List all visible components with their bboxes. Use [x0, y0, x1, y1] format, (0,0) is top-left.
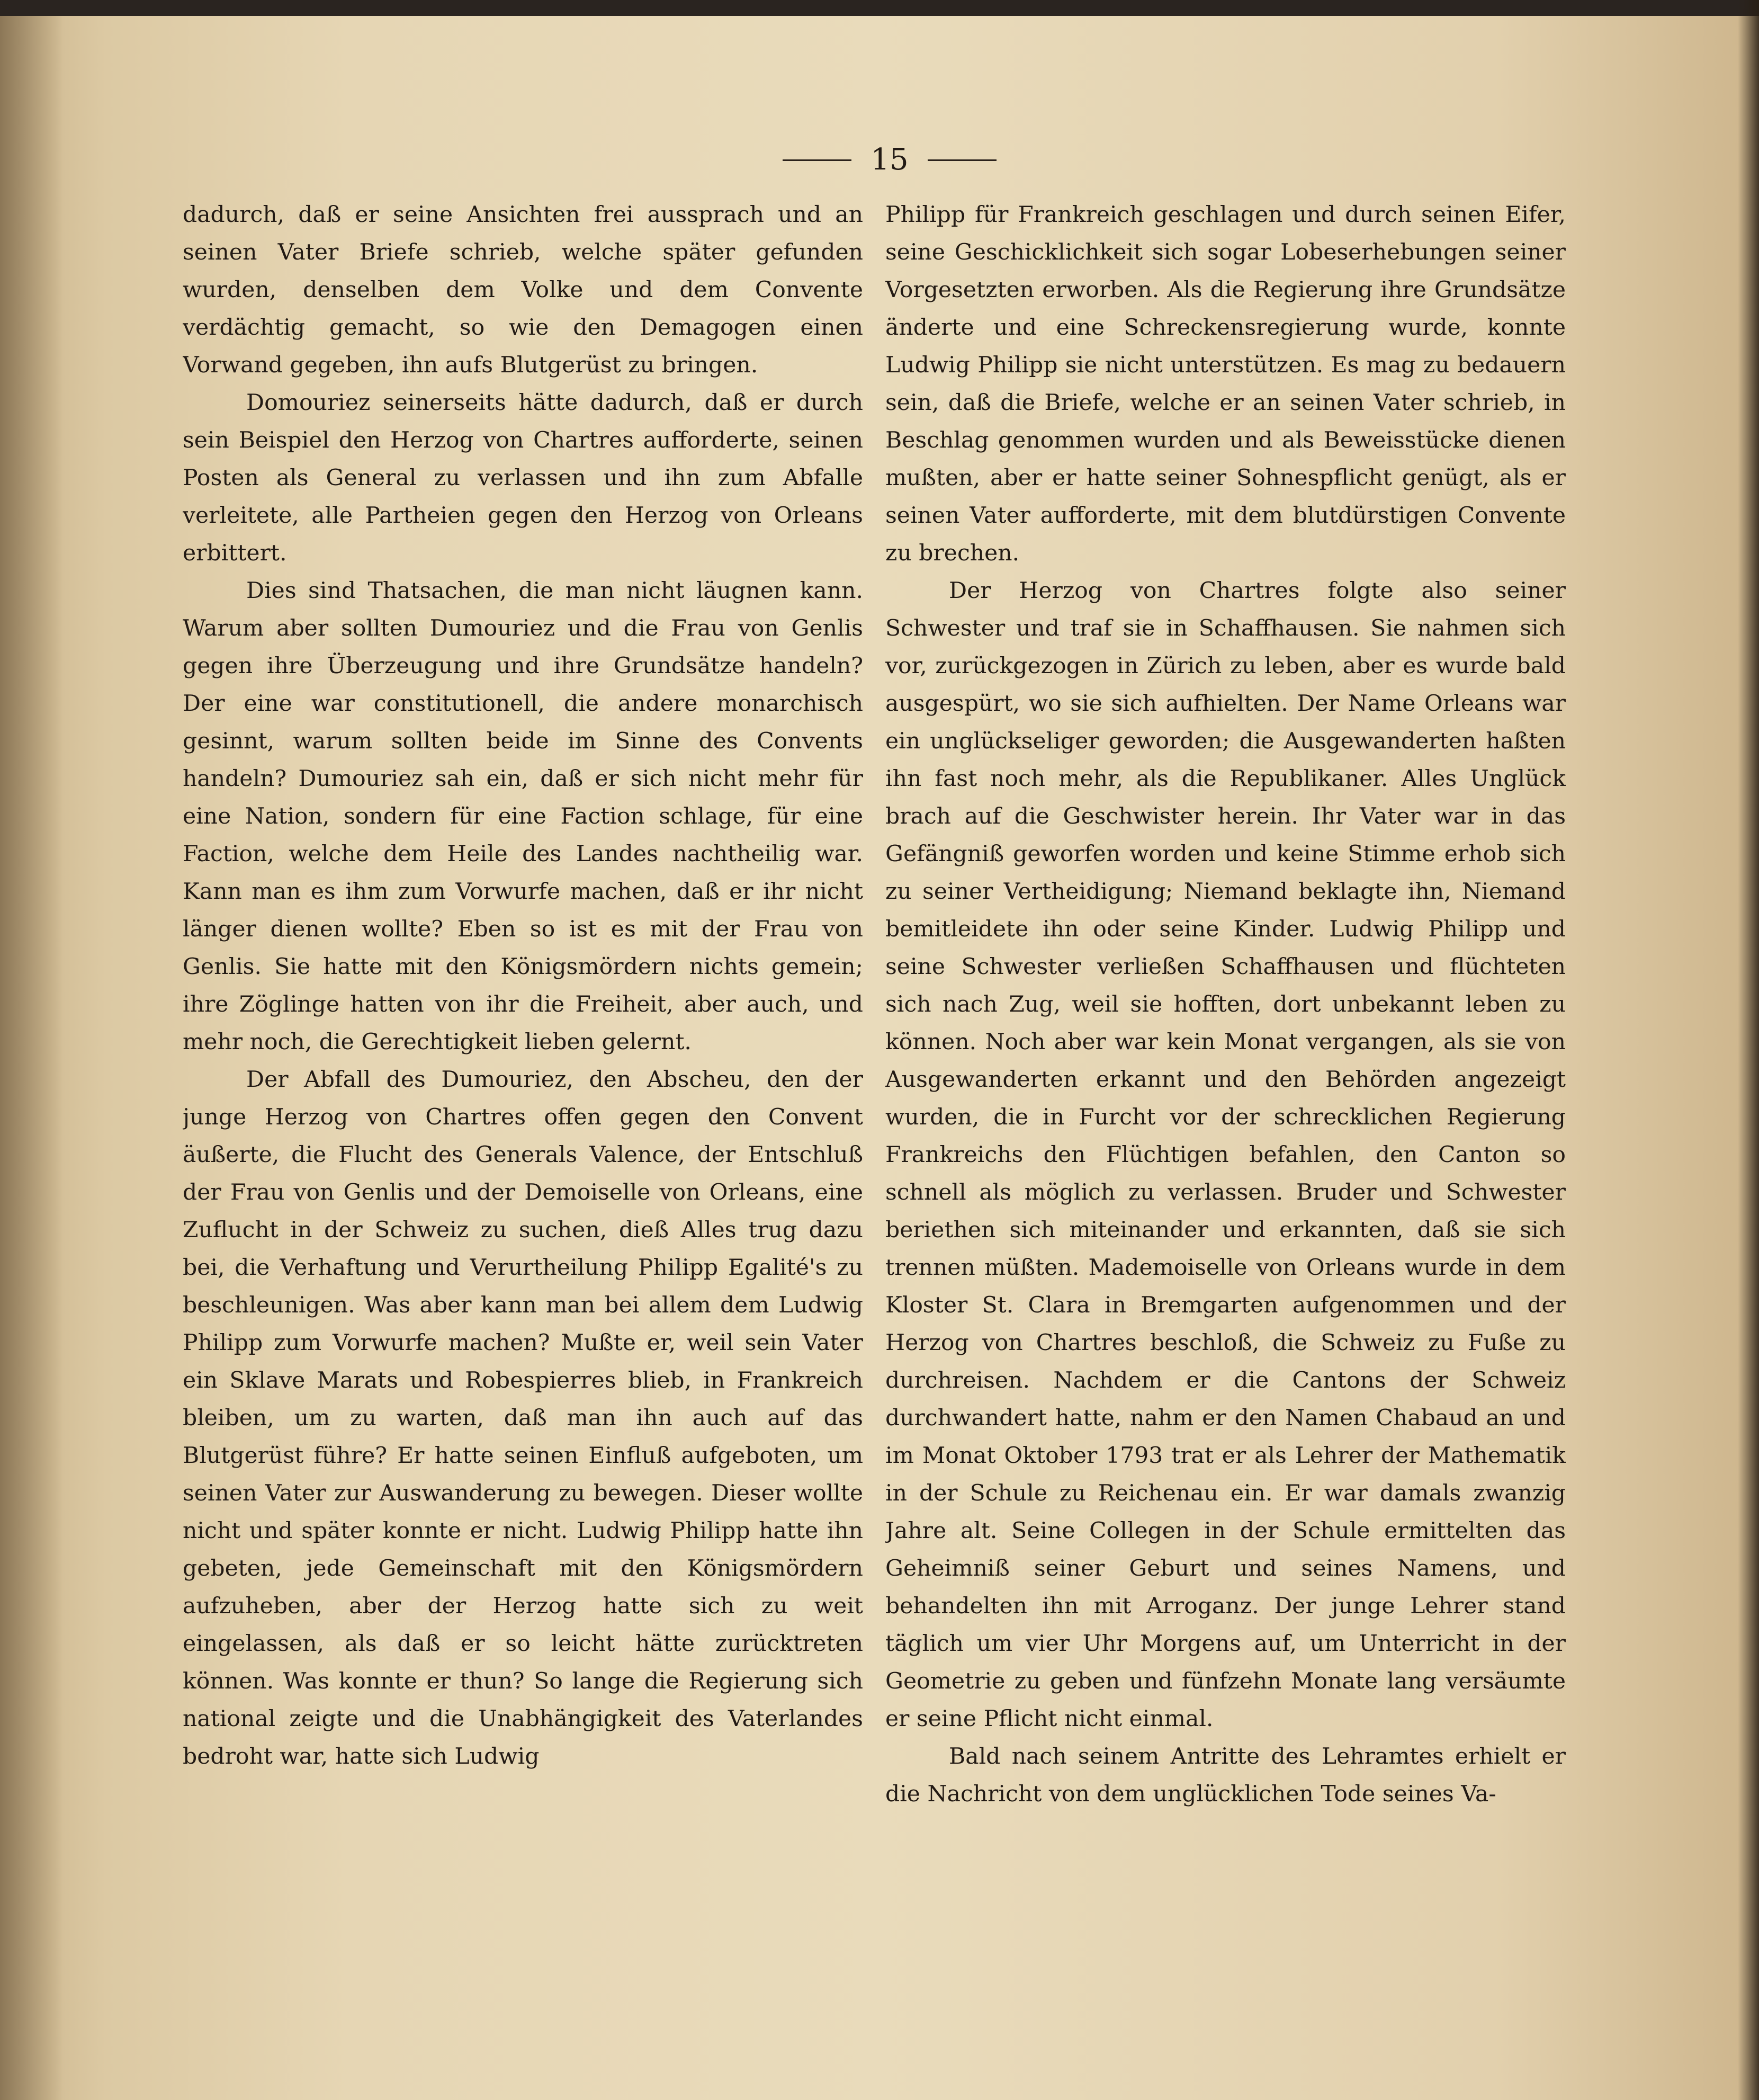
paragraph: Der Abfall des Dumouriez, den Abscheu, den der junge Herzog von Chartres offen gegen den Convent äußerte, die Flucht des Generals Valence, der Entschluß der Frau von Genlis und der Demoiselle von Orleans, eine Zuflucht in der Schweiz zu suchen, dieß Alles trug dazu bei, die Verhaftung und Verurtheilung Philipp Egalité's zu beschleunigen. Was aber kann man bei allem dem Ludwig Philipp zum Vorwurfe machen? Mußte er, weil sein Vater ein Sklave Marats und Robespierres blieb, in Frankreich bleiben, um zu warten, daß man ihn auch auf das Blutgerüst führe? Er hatte seinen Einfluß aufgeboten, um seinen Vater zur Auswanderung zu bewegen. Dieser wollte nicht und später konnte er nicht. Ludwig Philipp hatte ihn gebeten, jede Gemeinschaft mit den Königsmördern aufzuheben, aber der Herzog hatte sich zu weit eingelassen, als daß er so leicht hätte zurücktreten können. Was konnte er thun? So lange die Regierung sich national zeigte und die Unabhängigkeit des Vaterlandes bedroht war, hatte sich Ludwig [183, 1067, 863, 1770]
paragraph: Philipp für Frankreich geschlagen und durch seinen Eifer, seine Geschicklichkeit sich sogar Lobeserhebungen seiner Vorgesetzten erworben. Als die Regierung ihre Grundsätze änderte und eine Schreckensregierung wurde, konnte Ludwig Philipp sie nicht unterstützen. Es mag zu bedauern sein, daß die Briefe, welche er an seinen Vater schrieb, in Beschlag genommen wurden und als Beweisstücke dienen mußten, aber er hatte seiner Sohnespflicht genügt, als er seinen Vater aufforderte, mit dem blutdürstigen Convente zu brechen. [885, 202, 1566, 566]
paragraph: Domouriez seinerseits hätte dadurch, daß er durch sein Beispiel den Herzog von Chartres aufforderte, seinen Posten als General zu verlassen und ihn zum Abfalle verleitete, alle Partheien gegen den Herzog von Orleans erbittert. [183, 390, 863, 566]
paragraph: Dies sind Thatsachen, die man nicht läugnen kann. Warum aber sollten Dumouriez und die Frau von Genlis gegen ihre Überzeugung und ihre Grundsätze handeln? Der eine war constitutionell, die andere monarchisch gesinnt, warum sollten beide im Sinne des Convents handeln? Dumouriez sah ein, daß er sich nicht mehr für eine Nation, sondern für eine Faction schlage, für eine Faction, welche dem Heile des Landes nachtheilig war. Kann man es ihm zum Vorwurfe machen, daß er ihr nicht länger dienen wollte? Eben so ist es mit der Frau von Genlis. Sie hatte mit den Königsmördern nichts gemein; ihre Zöglinge hatten von ihr die Freiheit, aber auch, und mehr noch, die Gerechtigkeit lieben gelernt. [183, 578, 863, 1055]
left-column [183, 196, 863, 1880]
page-number: 15 [870, 142, 909, 177]
header-rule-right [928, 159, 997, 161]
right-column [885, 196, 1566, 1880]
paragraph: dadurch, daß er seine Ansichten frei aussprach und an seinen Vater Briefe schrieb, welche später gefunden wurden, denselben dem Volke und dem Convente verdächtig gemacht, so wie den Demagogen einen Vorwand gegeben, ihn aufs Blutgerüst zu bringen. [183, 202, 863, 378]
paragraph: Bald nach seinem Antritte des Lehramtes erhielt er die Nachricht von dem unglücklichen Tode seines Va- [885, 1744, 1566, 1807]
spine-shadow [0, 16, 64, 2100]
page-header [762, 139, 1017, 181]
page-edge [1738, 0, 1759, 2100]
header-rule-left [783, 159, 851, 161]
paragraph: Der Herzog von Chartres folgte also seiner Schwester und traf sie in Schaffhausen. Sie nahmen sich vor, zurückgezogen in Zürich zu leben, aber es wurde bald ausgespürt, wo sie sich aufhielten. Der Name Orleans war ein unglückseliger geworden; die Ausgewanderten haßten ihn fast noch mehr, als die Republikaner. Alles Unglück brach auf die Geschwister herein. Ihr Vater war in das Gefängniß geworfen worden und keine Stimme erhob sich zu seiner Vertheidigung; Niemand beklagte ihn, Niemand bemitleidete ihn oder seine Kinder. Ludwig Philipp und seine Schwester verließen Schaffhausen und flüchteten sich nach Zug, weil sie hofften, dort unbekannt leben zu können. Noch aber war kein Monat vergangen, als sie von Ausgewanderten erkannt und den Behörden angezeigt wurden, die in Furcht vor der schrecklichen Regierung Frankreichs den Flüchtigen befahlen, den Canton so schnell als möglich zu verlassen. Bruder und Schwester beriethen sich miteinander und erkannten, daß sie sich trennen müßten. Mademoiselle von Orleans wurde in dem Kloster St. Clara in Bremgarten aufgenommen und der Herzog von Chartres beschloß, die Schweiz zu Fuße zu durchreisen. Nachdem er die Cantons der Schweiz durchwandert hatte, nahm er den Namen Chabaud an und im Monat Oktober 1793 trat er als Lehrer der Mathematik in der Schule zu Reichenau ein. Er war damals zwanzig Jahre alt. Seine Collegen in der Schule ermittelten das Geheimniß seiner Geburt und seines Namens, und behandelten ihn mit Arroganz. Der junge Lehrer stand täglich um vier Uhr Morgens auf, um Unterricht in der Geometrie zu geben und fünfzehn Monate lang versäumte er seine Pflicht nicht einmal. [885, 578, 1566, 1732]
